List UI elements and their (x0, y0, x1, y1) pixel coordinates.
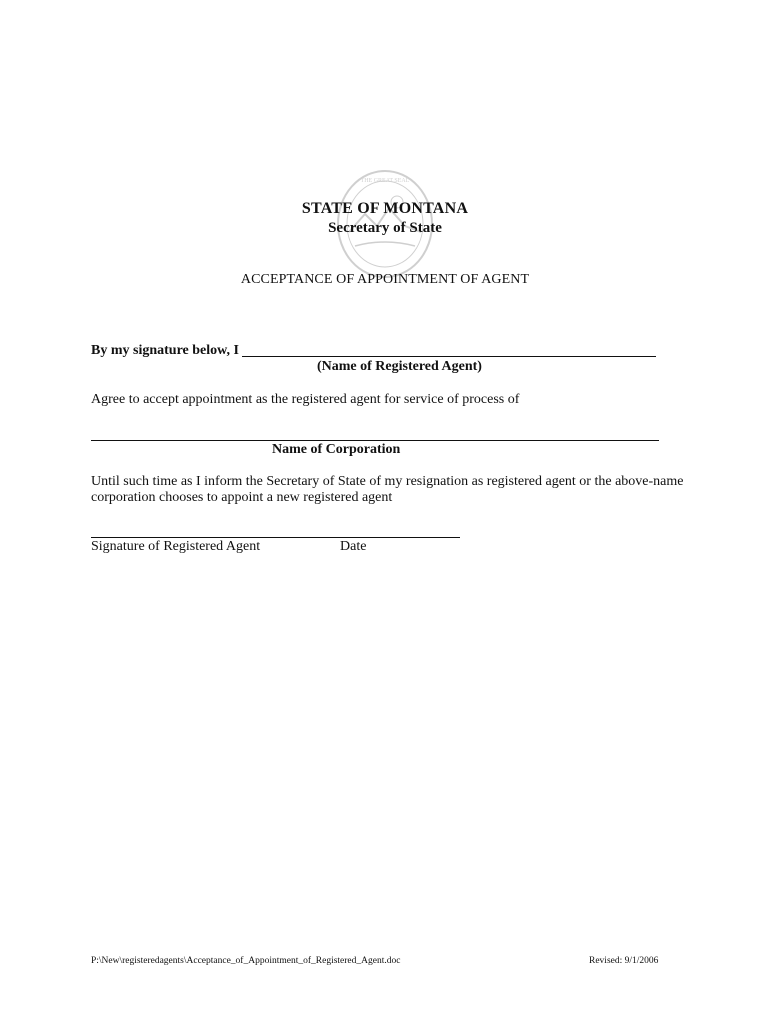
document-title: STATE OF MONTANA (301, 200, 469, 217)
date-label: Date (340, 539, 367, 554)
document-subtitle: Secretary of State (328, 220, 442, 236)
until-text-line-1: Until such time as I inform the Secretary of State of my resignation as registered agent or the above-name (91, 474, 684, 489)
signature-intro-text: By my signature below, I (91, 343, 239, 358)
corporation-name-field[interactable] (91, 440, 659, 441)
footer-revised-date: Revised: 9/1/2006 (589, 956, 659, 966)
form-title: ACCEPTANCE OF APPOINTMENT OF AGENT (240, 272, 530, 287)
agree-text: Agree to accept appointment as the registered agent for service of process of (91, 392, 520, 407)
footer-file-path: P:\New\registeredagents\Acceptance_of_Appointment_of_Registered_Agent.doc (91, 956, 401, 966)
svg-text:THE GREAT SEAL: THE GREAT SEAL (360, 178, 410, 184)
signature-label: Signature of Registered Agent (91, 539, 261, 554)
until-text-line-2: corporation chooses to appoint a new registered agent (91, 490, 393, 505)
signature-field[interactable] (91, 537, 460, 538)
agent-name-label: (Name of Registered Agent) (317, 359, 482, 374)
corporation-name-label: Name of Corporation (272, 442, 401, 457)
agent-name-field[interactable] (242, 356, 656, 357)
